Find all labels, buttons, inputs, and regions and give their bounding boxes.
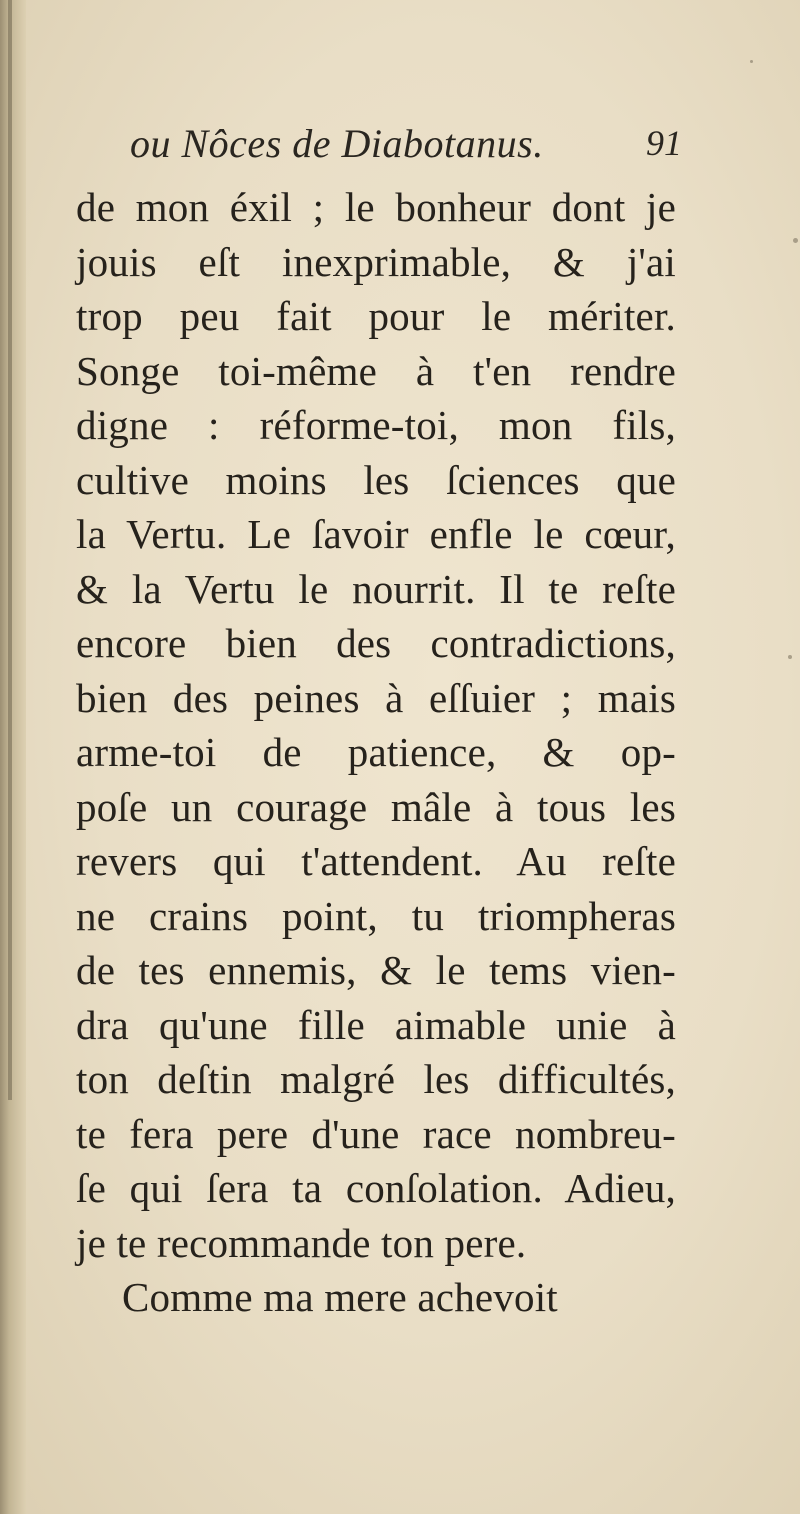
text-line: ton deſtin malgré les difficultés,: [76, 1056, 676, 1102]
paper-speck: [793, 238, 798, 243]
body-text: [76, 180, 676, 1325]
text-line: de mon éxil ; le bonheur dont je: [76, 184, 676, 230]
paper-speck: [788, 655, 792, 659]
text-line: jouis eſt inexprimable, & j'ai: [76, 238, 676, 285]
text-line: poſe un courage mâle à tous les: [76, 783, 676, 830]
page-number: 91: [646, 123, 682, 163]
text-line: cultive moins les ſciences que: [76, 456, 676, 503]
text-line: te fera pere d'une race nombreu-: [76, 1110, 676, 1157]
page-header: [130, 120, 690, 180]
text-line: bien des peines à eſſuier ; mais: [76, 674, 676, 721]
text-line: ſe qui ſera ta conſolation. Adieu,: [76, 1165, 676, 1211]
text-line: trop peu fait pour le mériter.: [76, 293, 676, 339]
text-line: ne crains point, tu triompheras: [76, 892, 676, 939]
text-line: digne : réforme-toi, mon fils,: [76, 402, 676, 448]
text-line: encore bien des contradictions,: [76, 620, 676, 666]
text-line: de tes ennemis, & le tems vien-: [76, 947, 676, 993]
text-line: la Vertu. Le ſavoir enfle le cœur,: [76, 511, 676, 557]
text-line: Comme ma mere achevoit: [122, 1274, 558, 1320]
paper-speck: [750, 60, 753, 63]
text-line: arme-toi de patience, & op-: [76, 729, 676, 775]
text-line: revers qui t'attendent. Au reſte: [76, 838, 676, 884]
text-line: Songe toi-même à t'en rendre: [76, 347, 676, 394]
text-line: & la Vertu le nourrit. Il te reſte: [76, 565, 676, 612]
text-line: je te recommande ton pere.: [76, 1219, 527, 1266]
binding-edge: [8, 0, 12, 1100]
page-gutter: [0, 0, 26, 1514]
text-line: dra qu'une fille aimable unie à: [76, 1001, 676, 1048]
running-title: ou Nôces de Diabotanus.: [130, 121, 544, 166]
